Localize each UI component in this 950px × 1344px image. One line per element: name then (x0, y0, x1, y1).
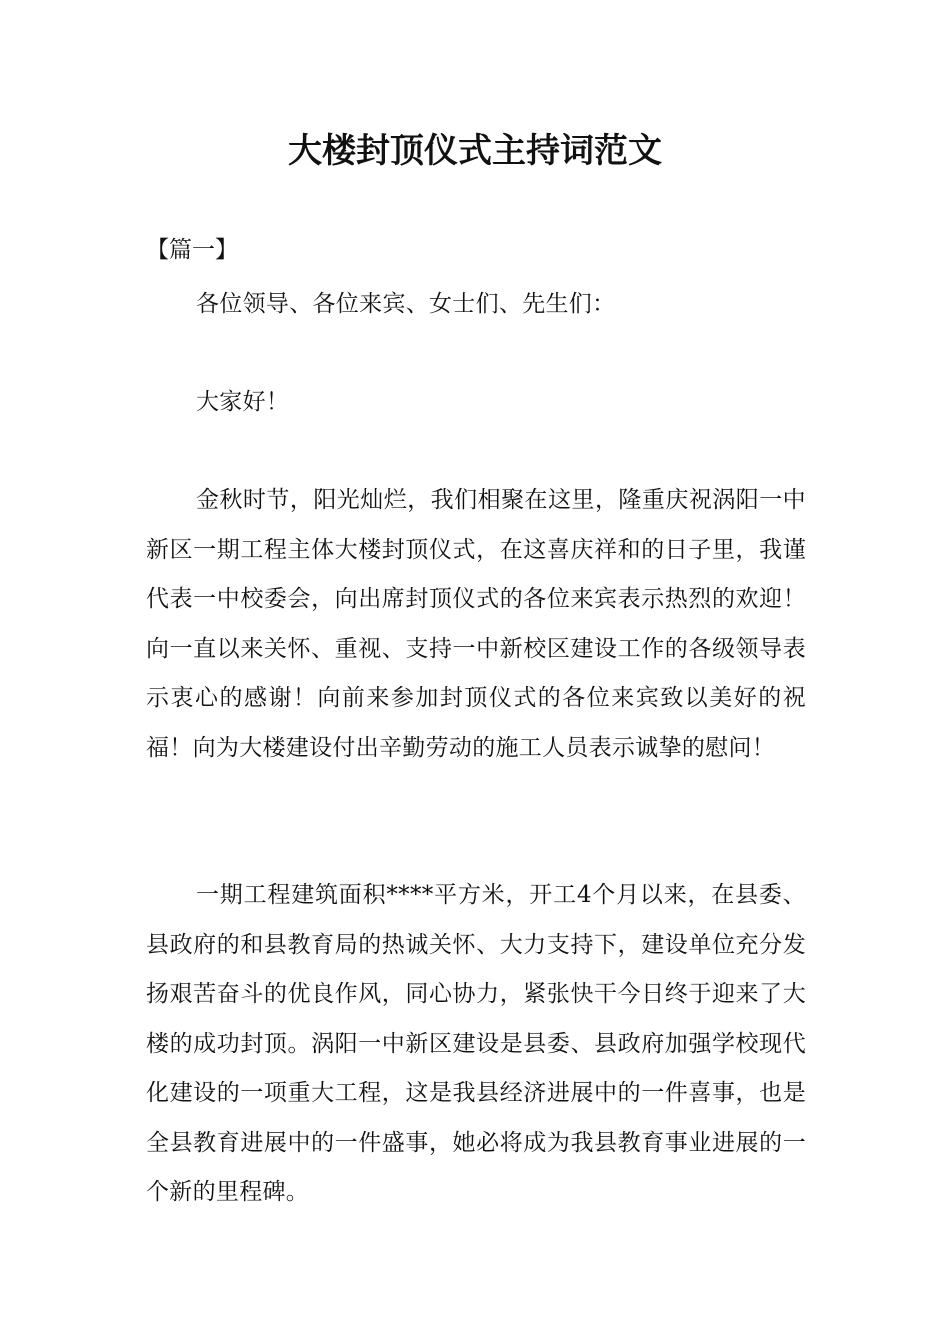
document-title: 大楼封顶仪式主持词范文 (288, 131, 662, 171)
paragraph-welcome: 金秋时节，阳光灿烂，我们相聚在这里，隆重庆祝涡阳一中新区一期工程主体大楼封顶仪式，在这喜庆祥和的日子里，我谨代表一中校委会，向出席封顶仪式的各位来宾表示热烈的欢迎！向一直以来关怀、重视、支持一中新校区建设工作的各级领导表示衷心的感谢！向前来参加封顶仪式的各位来宾致以美好的祝福！向为大楼建设付出辛勤劳动的施工人员表示诚挚的慰问！ (146, 487, 806, 761)
section-label: 【篇一】 (146, 237, 238, 263)
paragraph-greeting: 各位领导、各位来宾、女士们、先生们： (196, 291, 616, 317)
paragraph-project: 一期工程建筑面积****平方米，开工4个月以来，在县委、县政府的和县教育局的热诚关怀、大力支持下，建设单位充分发扬艰苦奋斗的优良作风，同心协力，紧张快干今日终于迎来了大楼的成功封顶。涡阳一中新区建设是县委、县政府加强学校现代化建设的一项重大工程，这是我县经济进展中的一件喜事，也是全县教育进展中的一件盛事，她必将成为我县教育事业进展的一个新的里程碑。 (146, 882, 806, 1205)
paragraph-hello: 大家好！ (196, 389, 290, 415)
